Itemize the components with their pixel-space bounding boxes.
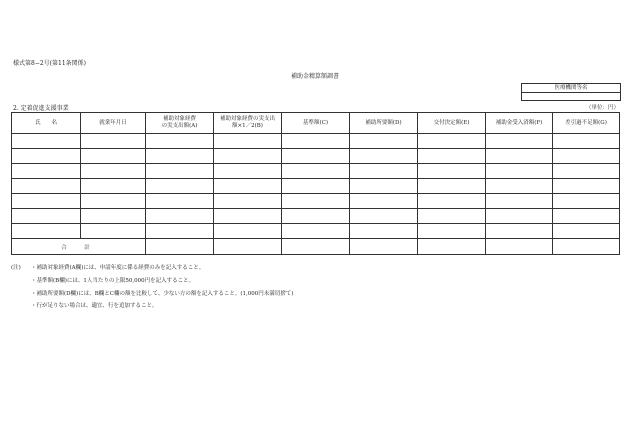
table-cell[interactable] (146, 134, 214, 149)
table-cell[interactable] (282, 179, 350, 194)
table-cell[interactable] (350, 179, 418, 194)
table-cell[interactable] (418, 179, 486, 194)
col-header-employment-date: 就業年月日 (81, 113, 146, 134)
table-cell[interactable] (350, 209, 418, 224)
table-cell[interactable] (418, 149, 486, 164)
col-header-received-amount: 補助金受入済額(F) (486, 113, 553, 134)
col-header-actual-expenditure: 補助対象経費 の実支出額(A) (146, 113, 214, 134)
table-cell[interactable] (486, 134, 553, 149)
total-cell[interactable] (146, 239, 214, 255)
table-cell[interactable] (12, 149, 81, 164)
total-cell[interactable] (350, 239, 418, 255)
table-cell[interactable] (486, 164, 553, 179)
total-cell[interactable] (553, 239, 620, 255)
note-item: ・行が足りない場合は、適宜、行を追加すること。 (31, 303, 158, 310)
notes (11, 262, 293, 313)
table-cell[interactable] (81, 164, 146, 179)
total-cell[interactable] (486, 239, 553, 255)
table-cell[interactable] (418, 194, 486, 209)
table-cell[interactable] (418, 164, 486, 179)
table-cell[interactable] (81, 149, 146, 164)
table-cell[interactable] (81, 224, 146, 239)
table-cell[interactable] (553, 179, 620, 194)
total-cell[interactable] (214, 239, 282, 255)
table-cell[interactable] (214, 134, 282, 149)
table-cell[interactable] (12, 179, 81, 194)
table-cell[interactable] (12, 209, 81, 224)
table-cell[interactable] (214, 194, 282, 209)
table-cell[interactable] (214, 149, 282, 164)
table-cell[interactable] (282, 164, 350, 179)
table-cell[interactable] (214, 179, 282, 194)
table-cell[interactable] (350, 149, 418, 164)
table-cell[interactable] (350, 134, 418, 149)
note-item: ・補助対象経費(A欄)には、申請年度に係る経費のみを記入すること。 (31, 265, 205, 271)
col-header-required-amount: 補助所要額(D) (350, 113, 418, 134)
table-row (12, 194, 620, 209)
institution-name-box (521, 83, 621, 101)
table-cell[interactable] (486, 149, 553, 164)
table-cell[interactable] (81, 194, 146, 209)
table-cell[interactable] (350, 224, 418, 239)
table-cell[interactable] (553, 209, 620, 224)
table-cell[interactable] (486, 224, 553, 239)
institution-name-label: 医療機関等名 (522, 84, 620, 93)
table-cell[interactable] (81, 179, 146, 194)
table-cell[interactable] (146, 164, 214, 179)
table-cell[interactable] (12, 224, 81, 239)
table-cell[interactable] (553, 224, 620, 239)
table-cell[interactable] (418, 134, 486, 149)
table-row (12, 224, 620, 239)
notes-lead: (注) (11, 265, 21, 271)
table-row (12, 149, 620, 164)
col-header-name: 氏 名 (12, 113, 81, 134)
total-row (12, 239, 620, 255)
unit-note: （単位：円） (585, 105, 619, 111)
table-cell[interactable] (350, 194, 418, 209)
table-cell[interactable] (12, 134, 81, 149)
table-cell[interactable] (214, 224, 282, 239)
note-item: ・補助所要額(D欄)には、B欄とC欄の額を比較して、少ない方の額を記入すること。(1,000円未満切捨て) (31, 290, 294, 297)
table-cell[interactable] (282, 194, 350, 209)
table-cell[interactable] (146, 149, 214, 164)
col-header-half-expenditure: 補助対象経費の実支出 額×1／2(B) (214, 113, 282, 134)
table-cell[interactable] (486, 194, 553, 209)
table-cell[interactable] (418, 224, 486, 239)
table-cell[interactable] (214, 164, 282, 179)
col-header-balance: 差引過不足額(G) (553, 113, 620, 134)
table-cell[interactable] (81, 134, 146, 149)
document-title: 補助金精算額調書 (290, 73, 339, 80)
table-cell[interactable] (282, 134, 350, 149)
table-cell[interactable] (282, 209, 350, 224)
institution-name-field[interactable] (522, 93, 620, 101)
table-cell[interactable] (486, 209, 553, 224)
settlement-table (11, 112, 620, 255)
table-cell[interactable] (282, 149, 350, 164)
col-header-standard-amount: 基準額(C) (282, 113, 350, 134)
table-cell[interactable] (146, 209, 214, 224)
table-cell[interactable] (350, 164, 418, 179)
total-cell[interactable] (282, 239, 350, 255)
table-cell[interactable] (146, 194, 214, 209)
total-label: 合 計 (12, 239, 146, 255)
table-row (12, 134, 620, 149)
table-cell[interactable] (214, 209, 282, 224)
table-cell[interactable] (81, 209, 146, 224)
table-row (12, 209, 620, 224)
col-header-decided-amount: 交付決定額(E) (418, 113, 486, 134)
table-cell[interactable] (418, 209, 486, 224)
form-number: 様式第8−2号(第11条関係) (13, 60, 86, 67)
table-cell[interactable] (282, 224, 350, 239)
table-cell[interactable] (553, 164, 620, 179)
table-cell[interactable] (553, 134, 620, 149)
total-cell[interactable] (418, 239, 486, 255)
table-cell[interactable] (146, 224, 214, 239)
table-row (12, 179, 620, 194)
table-cell[interactable] (553, 194, 620, 209)
table-header-row (12, 113, 620, 134)
note-item: ・基準額(B欄)には、1人当たりの上限50,000円を記入すること。 (31, 277, 195, 284)
table-cell[interactable] (553, 149, 620, 164)
section-title: 2. 定着促進支援事業 (13, 105, 69, 112)
table-cell[interactable] (146, 179, 214, 194)
table-cell[interactable] (486, 179, 553, 194)
table-row (12, 164, 620, 179)
table-cell[interactable] (12, 164, 81, 179)
table-cell[interactable] (12, 194, 81, 209)
